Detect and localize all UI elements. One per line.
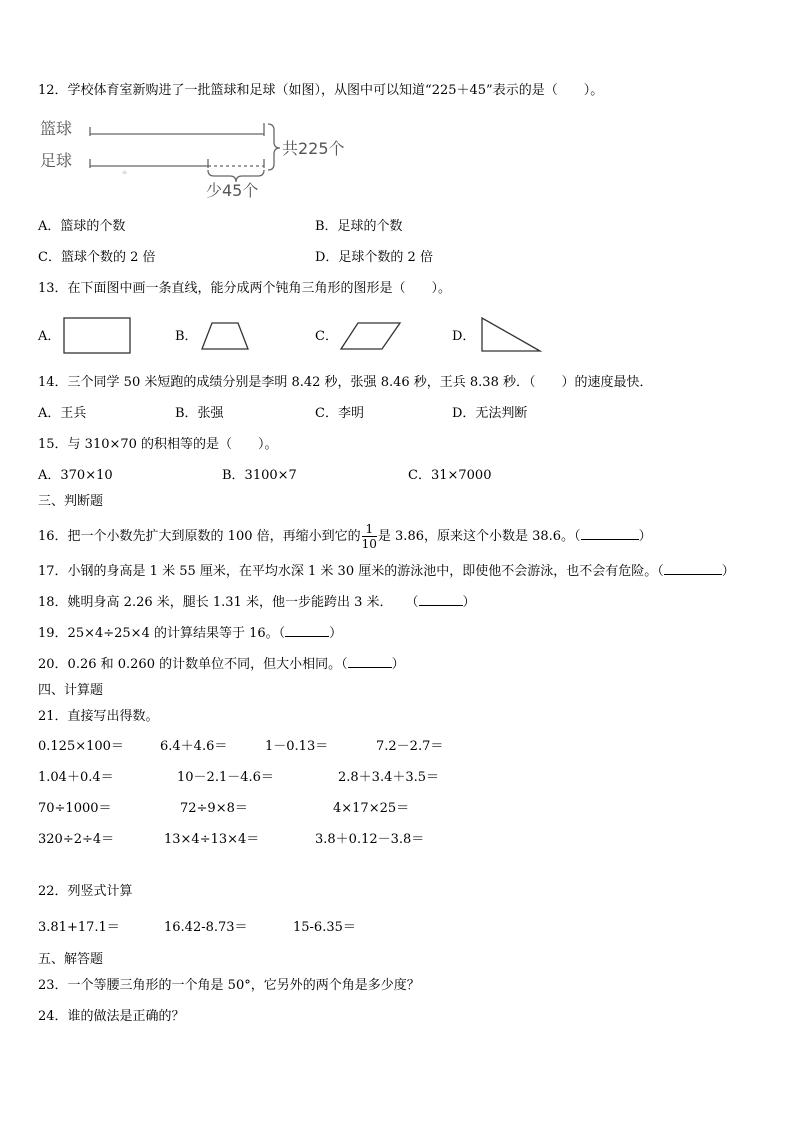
q20-close-paren: ） bbox=[391, 657, 405, 672]
q16-pre: 16．把一个小数先扩大到原数的 100 倍，再缩小到它的 bbox=[38, 529, 361, 544]
q13-option-a: A． bbox=[38, 329, 61, 344]
vertical-calc-item: 16.42-8.73＝ bbox=[164, 920, 248, 935]
q16-close-paren: ） bbox=[638, 529, 652, 544]
q14-option-c: C．李明 bbox=[315, 406, 364, 421]
q15-option-c: C．31×7000 bbox=[408, 468, 492, 483]
q12-option-d: D．足球个数的 2 倍 bbox=[315, 250, 433, 265]
total-label: 共225个 bbox=[282, 139, 345, 158]
calc-item: 2.8＋3.4＋3.5＝ bbox=[338, 770, 440, 785]
q20-body: 20．0.26 和 0.260 的计数单位不同，但大小相同。（ bbox=[38, 657, 348, 672]
q18-text bbox=[38, 593, 476, 612]
q12-option-c: C．篮球个数的 2 倍 bbox=[38, 250, 156, 265]
trapezoid-shape bbox=[198, 320, 252, 352]
fraction-denominator: 10 bbox=[361, 537, 377, 551]
section-5-heading: 五、解答题 bbox=[38, 952, 104, 967]
q19-answer-blank[interactable] bbox=[285, 624, 329, 637]
vertical-calc-item: 3.81+17.1＝ bbox=[38, 920, 120, 935]
q18-answer-blank[interactable] bbox=[419, 593, 463, 606]
q21-text: 21．直接写出得数。 bbox=[38, 709, 159, 724]
q23-text: 23．一个等腰三角形的一个角是 50°，它另外的两个角是多少度？ bbox=[38, 978, 420, 993]
calc-item: 72÷9×8＝ bbox=[180, 801, 248, 816]
right-triangle-shape bbox=[478, 315, 544, 355]
q14-text: 14．三个同学 50 米短跑的成绩分别是李明 8.42 秒，张强 8.46 秒，王兵 8.38 秒．（ ）的速度最快． bbox=[38, 375, 653, 390]
fraction-one-tenth bbox=[362, 522, 377, 551]
calc-item: 3.8＋0.12－3.8＝ bbox=[315, 832, 425, 847]
basketball-label: 篮球 bbox=[40, 119, 73, 138]
q12-option-b: B．足球的个数 bbox=[315, 219, 403, 234]
q12-text: 12．学校体育室新购进了一批篮球和足球（如图），从图中可以知道“225＋45”表示的是（ ）。 bbox=[38, 83, 604, 98]
q20-text bbox=[38, 655, 405, 674]
section-3-heading: 三、判断题 bbox=[38, 494, 104, 509]
q18-body: 18．姚明身高 2.26 米，腿长 1.31 米，他一步能跨出 3 米． （ bbox=[38, 595, 419, 610]
q13-option-d: D． bbox=[452, 329, 476, 344]
q13-option-b: B． bbox=[175, 329, 198, 344]
q15-option-b: B．3100×7 bbox=[222, 468, 297, 483]
q14-option-a: A．王兵 bbox=[38, 406, 87, 421]
calc-item: 10－2.1－4.6＝ bbox=[177, 770, 274, 785]
q14-option-b: B．张强 bbox=[175, 406, 224, 421]
q17-text bbox=[38, 562, 735, 581]
q14-option-d: D．无法判断 bbox=[452, 406, 528, 421]
q17-body: 17．小钢的身高是 1 米 55 厘米，在平均水深 1 米 30 厘米的游泳池中，即使他不会游泳，也不会有危险。（ bbox=[38, 564, 664, 579]
less-label: 少45个 bbox=[206, 181, 259, 200]
calc-item: 7.2－2.7＝ bbox=[376, 739, 444, 754]
q13-text: 13．在下面图中画一条直线，能分成两个钝角三角形的图形是（ ）。 bbox=[38, 281, 452, 296]
q16-answer-blank[interactable] bbox=[581, 527, 639, 540]
calc-item: 1.04＋0.4＝ bbox=[38, 770, 114, 785]
q16-text bbox=[38, 522, 652, 551]
q20-answer-blank[interactable] bbox=[348, 655, 392, 668]
vertical-calc-item: 15-6.35＝ bbox=[293, 920, 356, 935]
q13-option-c: C． bbox=[315, 329, 338, 344]
calc-item: 320÷2÷4＝ bbox=[38, 832, 115, 847]
q12-line-diagram bbox=[36, 114, 366, 206]
q17-answer-blank[interactable] bbox=[664, 562, 722, 575]
q15-text: 15．与 310×70 的积相等的是（ ）。 bbox=[38, 437, 278, 452]
section-4-heading: 四、计算题 bbox=[38, 683, 104, 698]
q18-close-paren: ） bbox=[462, 595, 476, 610]
football-label: 足球 bbox=[40, 151, 73, 170]
rectangle-shape bbox=[62, 316, 134, 356]
q22-text: 22．列竖式计算 bbox=[38, 884, 133, 899]
q19-body: 19．25×4÷25×4 的计算结果等于 16。（ bbox=[38, 626, 286, 641]
calc-item: 70÷1000＝ bbox=[38, 801, 112, 816]
parallelogram-shape bbox=[338, 320, 404, 352]
calc-item: 6.4＋4.6＝ bbox=[160, 739, 228, 754]
q19-text bbox=[38, 624, 342, 643]
calc-item: 0.125×100＝ bbox=[38, 739, 124, 754]
calc-item: 4×17×25＝ bbox=[333, 801, 410, 816]
svg-text:≡: ≡ bbox=[122, 169, 128, 176]
q17-close-paren: ） bbox=[721, 564, 735, 579]
q16-post: 是 3.86，原来这个小数是 38.6。（ bbox=[377, 529, 581, 544]
q12-option-a: A．篮球的个数 bbox=[38, 219, 126, 234]
calc-item: 1－0.13＝ bbox=[265, 739, 329, 754]
fraction-numerator: 1 bbox=[362, 522, 377, 537]
calc-item: 13×4÷13×4＝ bbox=[164, 832, 260, 847]
q15-option-a: A．370×10 bbox=[38, 468, 113, 483]
q24-text: 24．谁的做法是正确的？ bbox=[38, 1009, 185, 1024]
q19-close-paren: ） bbox=[329, 626, 343, 641]
